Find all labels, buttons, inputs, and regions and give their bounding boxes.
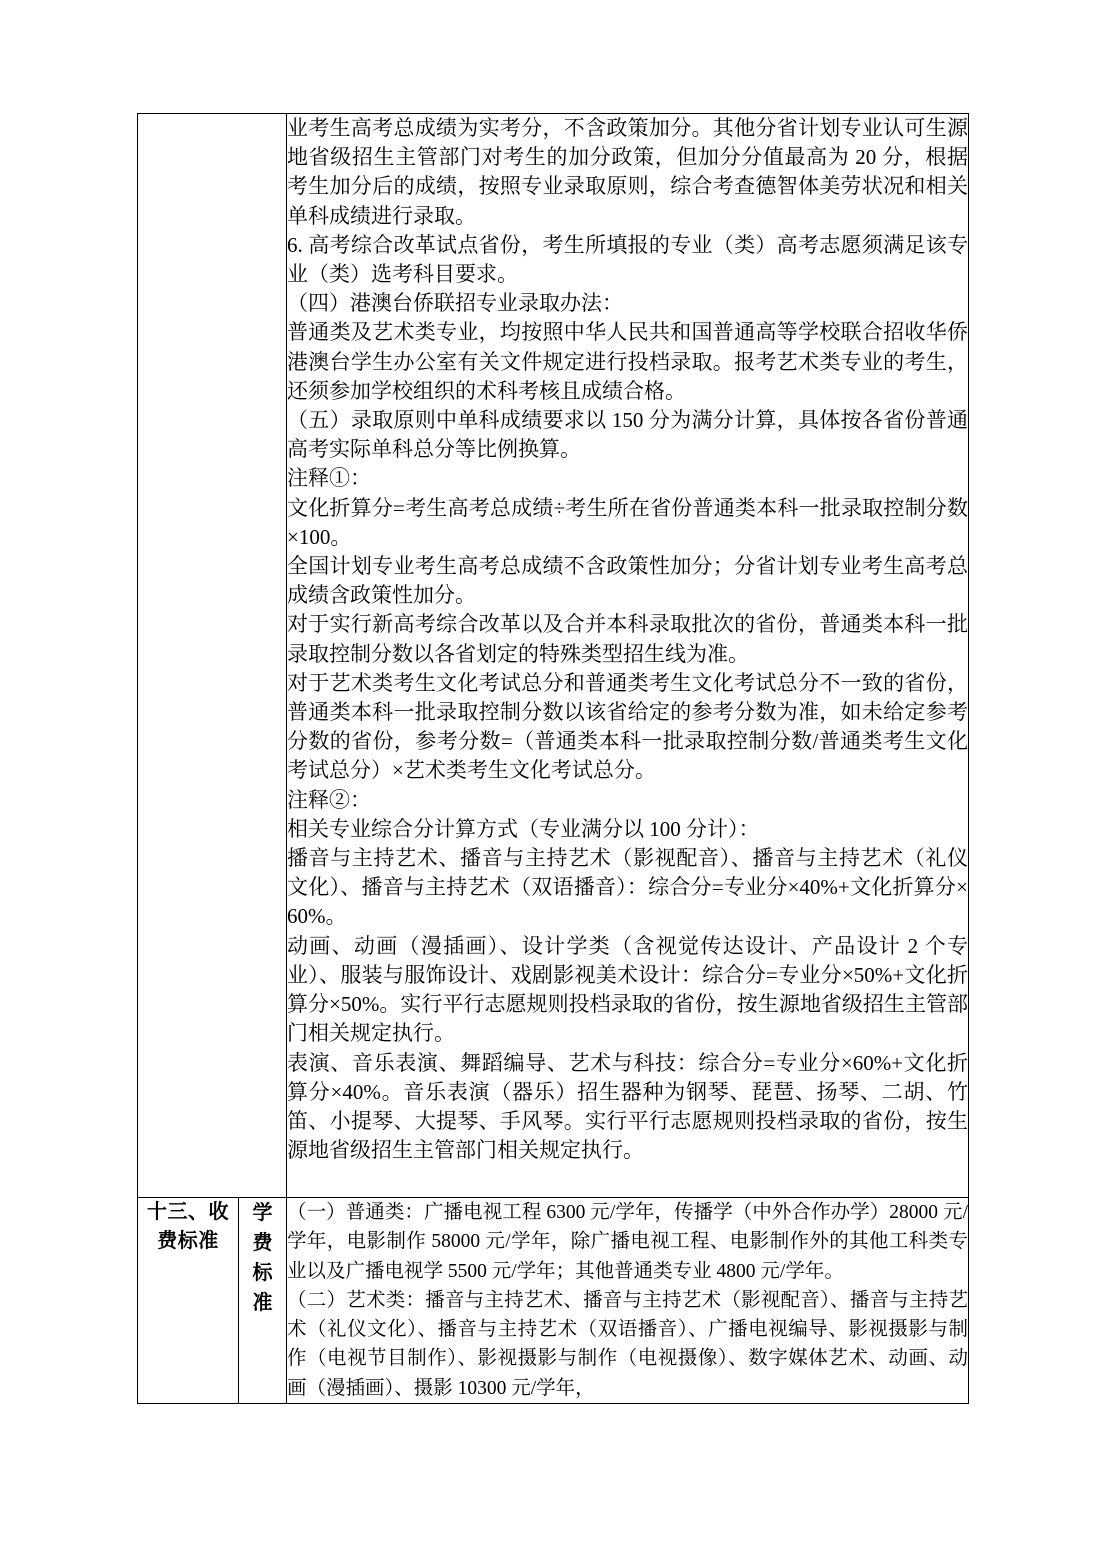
regulation-table: [137, 113, 969, 1404]
paragraph: 注释①：: [287, 466, 371, 491]
paragraph: 相关专业综合分计算方式（专业满分以 100 分计）：: [287, 816, 760, 841]
paragraph: 6. 高考综合改革试点省份，考生所填报的专业（类）高考志愿须满足该专业（类）选考科目要求。: [287, 232, 968, 287]
sub-label-tuition-standard: [239, 1198, 287, 1404]
paragraph: 表演、音乐表演、舞蹈编导、艺术与科技：综合分=专业分×60%+文化折算分×40%。音乐表演（器乐）招生器种为钢琴、琵琶、扬琴、二胡、竹笛、小提琴、大提琴、手风琴。实行平行志愿规则投档录取的省份，按生源地省级招生主管部门相关规定执行。: [287, 1050, 968, 1163]
sub-label-vertical-text: [239, 1198, 286, 1318]
table-row: [138, 114, 969, 1198]
body-cell-continuation: [287, 114, 969, 1198]
table-row: [138, 1198, 969, 1404]
paragraph: （二）艺术类：播音与主持艺术、播音与主持艺术（影视配音）、播音与主持艺术（礼仪文化）、播音与主持艺术（双语播音）、广播电视编导、影视摄影与制作（电视节目制作）、影视摄影与制作（电视摄像）、数字媒体艺术、动画、动画（漫插画）、摄影 10300 元/学年，: [287, 1289, 968, 1399]
paragraph: 动画、动画（漫插画）、设计学类（含视觉传达设计、产品设计 2 个专业）、服装与服饰设计、戏剧影视美术设计：综合分=专业分×50%+文化折算分×50%。实行平行志愿规则投档录取的省份，按生源地省级招生主管部门相关规定执行。: [287, 933, 968, 1046]
paragraph: （一）普通类：广播电视工程 6300 元/学年，传播学（中外合作办学）28000 元/学年，电影制作 58000 元/学年，除广播电视工程、电影制作外的其他工科类专业以及广播电视学 5500 元/学年；其他普通类专业 4800 元/学年。: [287, 1202, 968, 1282]
sub-label-char: 准: [252, 1292, 273, 1314]
paragraph: 普通类及艺术类专业，均按照中华人民共和国普通高等学校联合招收华侨港澳台学生办公室有关文件规定进行投档录取。报考艺术类专业的考生，还须参加学校组织的术科考核且成绩合格。: [287, 320, 968, 403]
paragraph: 注释②：: [287, 787, 371, 812]
sub-label-char: 标: [252, 1262, 273, 1284]
body-cell-fee-standards: [287, 1198, 969, 1404]
paragraph: 文化折算分=考生高考总成绩÷考生所在省份普通类本科一批录取控制分数×100。: [287, 495, 968, 549]
paragraph: 业考生高考总成绩为实考分，不含政策加分。其他分省计划专业认可生源地省级招生主管部门对考生的加分政策，但加分分值最高为 20 分，根据考生加分后的成绩，按照专业录取原则，综合考查德智体美劳状况和相关单科成绩进行录取。: [287, 116, 968, 228]
sub-label-char: 费: [252, 1232, 273, 1254]
section-label-empty: [138, 114, 287, 1198]
paragraph: 播音与主持艺术、播音与主持艺术（影视配音）、播音与主持艺术（礼仪文化）、播音与主持艺术（双语播音）：综合分=专业分×40%+文化折算分×60%。: [287, 846, 968, 929]
paragraph: 全国计划专业考生高考总成绩不含政策性加分；分省计划专业考生高考总成绩含政策性加分。: [287, 554, 968, 608]
section-label-fee-standards: 十三、收费标准: [138, 1198, 239, 1404]
paragraph: 对于艺术类考生文化考试总分和普通类考生文化考试总分不一致的省份，普通类本科一批录取控制分数以该省给定的参考分数为准，如未给定参考分数的省份，参考分数=（普通类本科一批录取控制分数/普通类考生文化考试总分）×艺术类考生文化考试总分。: [287, 670, 968, 783]
paragraph: （四）港澳台侨联招专业录取办法：: [287, 291, 623, 316]
sub-label-char: 学: [252, 1202, 273, 1224]
paragraph: （五）录取原则中单科成绩要求以 150 分为满分计算，具体按各省份普通高考实际单科总分等比例换算。: [287, 408, 968, 462]
paragraph: 对于实行新高考综合改革以及合并本科录取批次的省份，普通类本科一批录取控制分数以各省划定的特殊类型招生线为准。: [287, 612, 968, 666]
